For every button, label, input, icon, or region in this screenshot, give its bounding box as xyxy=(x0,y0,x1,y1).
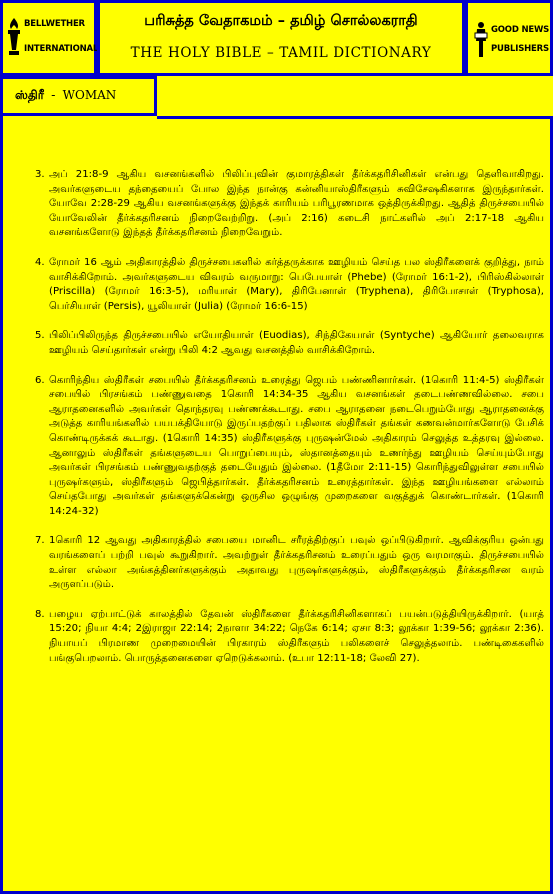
item-number: 5. xyxy=(35,330,45,342)
bellwether-logo xyxy=(7,17,98,57)
left-logo-line2: INTERNATIONAL xyxy=(24,44,99,54)
list-item xyxy=(3,256,544,314)
right-logo-line2: PUBLISHERS xyxy=(491,44,549,54)
entry-list xyxy=(3,168,544,681)
item-text: கொரிந்திய ஸ்திரீகள் சபையில் தீர்க்கதரிசனம் உரைத்து ஜெபம் பண்ணினார்கள். (1கொரி 11:4-5) ஸ்திரீகள் சபையில் பிரசங்கம் பண்ணுவதை 1கொரி 14:34-35 ஆகிய வசனங்கள் தடைபண்ணவில்லை. சபை ஆராதனைகளில் அவர்கள் தொந்தரவு பண்ணக்கூடாது. சபை ஆராதனை நடைபெறும்போது ஆராதனைக்கு அடுத்த காரியங்களில் பயபக்தியோடு இருப்பதற்குப் பதிலாக ஸ்திரீகள் தங்கள் கணவன்மார்களோடு பேசிக் கொண்டிருக்கக் கூடாது. (1கொரி 14:35) ஸ்திரீகளுக்கு புருஷன்மேல் அதிகாரம் செலுத்த உத்தரவு இல்லை. ஆனாலும் ஸ்திரீகள் தங்களுடைய பொறுப்பையும், ஸ்தானத்தையும் உணர்ந்து ஊழியம் செய்யும்போது அவர்கள் பிரசங்கம் பண்ணுவதற்குத் தடையேதும் இல்லை. (1தீமோ 2:11-15) கொரிந்துவிலுள்ள சபையில் புருஷர்களும், ஸ்திரீகளும் ஜெபித்தார்கள். தீர்க்கதரிசனம் உரைத்தார்கள். இந்த ஊழியங்களை எல்லாம் செய்தபோது அவர்கள் தங்களுக்கென்று ஒருசில ஒழுங்கு முறைகளை வகுத்துக் கொண்டார்கள். (1கொரி 14:24-32) xyxy=(49,374,544,517)
item-text: பழைய ஏற்பாட்டுக் காலத்தில் தேவன் ஸ்திரீகளை தீர்க்கதரிசினிகளாகப் பயன்படுத்தியிருக்கிறார். (யாத் 15:20; நியா 4:4; 2இராஜா 22:14; 2நாளா 34:22; நெகே 6:14; ஏசா 8:3; லூக்கா 1:39-56; லூக்கா 2:36). நியாயப் பிரமாண முறைமையின் பிரகாரம் ஸ்திரீகளும் பலிகளைச் செலுத்தலாம். பண்டிகைகளில் பங்குபெறலாம். பொருத்தனைகளை ஏறெடுக்கலாம். (உபா 12:11-18; லேவி 27). xyxy=(49,608,544,664)
list-item xyxy=(3,374,544,520)
entry-word-english: WOMAN xyxy=(62,88,117,102)
item-number: 3. xyxy=(35,169,45,180)
item-number: 6. xyxy=(35,374,45,386)
right-logo-line1: GOOD NEWS xyxy=(491,25,550,35)
entry-separator: - xyxy=(51,88,56,102)
list-item xyxy=(3,608,544,666)
entry-word-tamil: ஸ்திரீ xyxy=(15,88,44,102)
list-item xyxy=(3,329,544,358)
list-item xyxy=(3,168,544,241)
left-logo-line1: BELLWETHER xyxy=(24,19,85,29)
item-text: அப் 21:8-9 ஆகிய வசனங்களில் பிலிப்புவின் குமாரத்திகள் தீர்க்கதரிசினிகள் என்பது தெளிவாகிறது. அவர்களுடைய தந்தையைப் போல இந்த நான்கு கன்னியாஸ்திரீகளும் சுவிசேஷகிகளாக இருந்தார்கள். யோவே 2:28-29 ஆகிய வசனங்களுக்கு இந்தக் காரியம் பரிபூரணமாக ஒத்திருக்கிறது. ஆதித் திருச்சபையில் யோவேலின் தீர்க்கதரிசனம் நிறைவேற்றிறு. (அப் 2:16) கடைசி நாட்களில் அப் 2:17-18 ஆகிய வசனங்களோடு இந்தத் தீர்க்கதரிசனம் நிறைவேறும். xyxy=(49,169,544,239)
item-text: 1கொரி 12 ஆவது அதிகாரத்தில் சபையை மானிட சரீரத்திற்குப் பவுல் ஒப்பிடுகிறார். ஆவிக்குரிய ஒன்பது வரங்களைப் பற்றி பவுல் கூறுகிறார். அவற்றுள் தீர்க்கதரிசனம் உரைப்பதும் ஒரு வரமாகும். திருச்சபையில் உள்ள எல்லா அங்கத்தினர்களுக்கும் அதாவது புருஷர்களுக்கும், ஸ்திரீகளுக்கும் தீர்க்கதரிசன வரம் அருளப்படும். xyxy=(49,535,544,591)
bellwether-logo-box xyxy=(0,0,97,76)
torch-icon xyxy=(7,17,21,57)
good-news-logo xyxy=(474,21,549,59)
item-number: 7. xyxy=(35,535,45,547)
item-number: 4. xyxy=(35,256,45,268)
item-number: 8. xyxy=(35,608,45,620)
entry-heading-box xyxy=(0,76,157,116)
item-text: பிலிப்பிலிருந்த திருச்சபையில் எயோதியாள் (Euodias), சிந்திகேயாள் (Syntyche) ஆகியோர் தலைவராக ஊழியம் செய்தார்கள் என்று பிலி 4:2 ஆவது வசனத்தில் வாசிக்கிறோம். xyxy=(49,330,544,356)
title-tamil: பரிசுத்த வேதாகமம் – தமிழ் சொல்லகராதி xyxy=(144,13,418,29)
entry-heading xyxy=(15,88,116,104)
good-news-logo-box xyxy=(465,0,553,76)
item-text: ரோமர் 16 ஆம் அதிகாரத்தில் திருச்சபைகளில் கர்த்தருக்காக ஊழியம் செய்த பல ஸ்திரீகளைக் குறித்து, நாம் வாசிக்கிறோம். அவர்களுடைய விவரம் வருமாறு: பெபேயாள் (Phebe) (ரோமர் 16:1-2), பிரிஸ்கில்லாள் (Priscilla) (ரோமர் 16:3-5), மரியாள் (Mary), திரிபேனாள் (Tryphena), திரிபோசாள் (Tryphosa), பெர்சியாள் (Persis), யூலியாள் (Julia) (ரோமர் 16:6-15) xyxy=(49,256,544,312)
content-box xyxy=(0,116,553,894)
list-item xyxy=(3,534,544,592)
title-box xyxy=(97,0,465,76)
bible-reader-icon xyxy=(474,21,488,59)
title-english: THE HOLY BIBLE – TAMIL DICTIONARY xyxy=(130,45,432,61)
